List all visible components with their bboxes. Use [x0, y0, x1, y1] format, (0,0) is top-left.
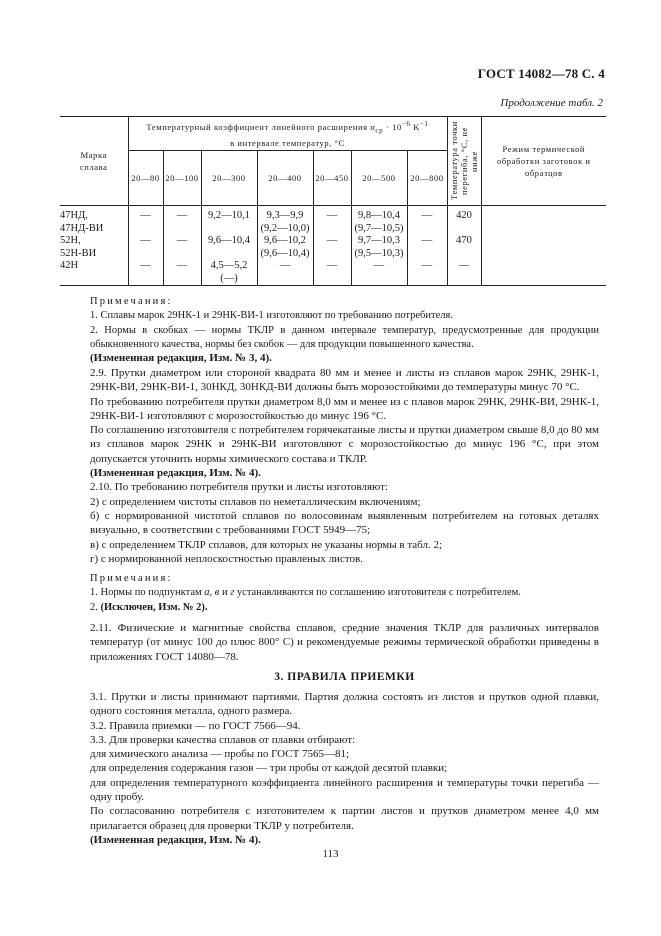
cell-value: —	[313, 235, 351, 260]
section-3-body	[90, 690, 599, 847]
cell-value: 9,7—10,3 (9,5—10,3)	[351, 235, 407, 260]
cell-value: 4,5—5,2 (—)	[201, 260, 257, 286]
table-notes	[90, 295, 599, 352]
col-header-mark: Марка сплава	[60, 117, 128, 206]
clause-2-10-a: 2) с определением чистоты сплавов по неметаллическим включениям;	[90, 495, 421, 508]
col-header-heat-mode: Режим термической обработки заготовок и образцов	[481, 117, 606, 206]
notes-title: Примечания:	[90, 573, 173, 584]
page-header: ГОСТ 14082—78 С. 4	[477, 66, 605, 81]
section-3-title: 3. ПРАВИЛА ПРИЕМКИ	[274, 671, 415, 683]
col-range-2: 20—300	[201, 151, 257, 206]
cell-bend: —	[447, 260, 481, 286]
note-item: 1. Сплавы марок 29НК-1 и 29НК-ВИ-1 изготовляют по требованию потребителя.	[90, 310, 453, 322]
table-row	[60, 260, 606, 286]
cell-value: —	[163, 206, 201, 236]
cell-value: —	[163, 260, 201, 286]
alloy-tklr-table	[60, 116, 606, 286]
cell-value: 9,2—10,1	[201, 206, 257, 236]
cell-value: —	[407, 206, 447, 236]
cell-value: —	[163, 235, 201, 260]
clause-2-11: 2.11. Физические и магнитные свойства сплавов, средние значения ТКЛР для различных интервалов температур (от минус 100 до плюс 800° С) и рекомендуемые режимы термической обработки приведены в приложениях ГОСТ 14080—78.	[90, 622, 599, 663]
revision-note: (Измененная редакция, Изм. № 4).	[90, 833, 261, 846]
revision-note: (Измененная редакция, Изм. № 3, 4).	[90, 352, 272, 364]
clause-3-3-b: для определения содержания газов — три пробы от каждой десятой плавки;	[90, 762, 448, 775]
clause-3-1: 3.1. Прутки и листы принимают партиями. Партия должна состоять из листов и прутков одной плавки, одного состояния металла, одного размера.	[90, 691, 599, 718]
col-range-5: 20—500	[351, 151, 407, 206]
clause-2-9-b: По требованию потребителя прутки диаметром 8,0 мм и менее из с плавов марок 29НК, 29НК-ВИ, 29НК-1, 29НК-ВИ-1 изготовляют с морозостойкостью до минус 196 °С.	[90, 395, 599, 422]
clause-2-10-c: в) с определением ТКЛР сплавов, для которых не указаны нормы в табл. 2;	[90, 538, 443, 551]
col-header-bend-temp: Температура точки перегиба, °С, не ниже	[447, 117, 481, 206]
table-continuation-label: Продолжение табл. 2	[500, 97, 603, 109]
table-row	[60, 206, 606, 236]
note-item: 2. Нормы в скобках — нормы ТКЛР в данном интервале температур, предусмотренные для продукции обыкновенного качества, нормы без скобок — для продукции повышенного качества.	[90, 324, 599, 350]
table-row	[60, 235, 606, 260]
note-item: 1. Нормы по подпунктам а, в и г устанавливаются по соглашению изготовителя с потребителем.	[90, 587, 521, 599]
clause-2-9	[90, 366, 599, 566]
cell-mark: 47НД, 47НД-ВИ	[60, 206, 128, 236]
table-2-continuation	[60, 116, 606, 286]
cell-value: —	[128, 206, 163, 236]
revision-note: (Измененная редакция, Изм. № 4).	[90, 467, 261, 480]
cell-value: —	[128, 260, 163, 286]
cell-mode	[481, 260, 606, 286]
clause-3-3-c: для определения температурного коэффициента линейного расширения и температуры точки перегиба — одну пробу.	[90, 776, 599, 804]
clause-notes	[90, 572, 599, 615]
clause-2-9-text: 2.9. Прутки диаметром или стороной квадрата 80 мм и менее и листы из сплавов марок 29НК, 29НК-1, 29НК-ВИ, 29НК-ВИ-1, 30НКД, 30НКД-ВИ должны быть морозостойкими до температуры минус 70 °С.	[90, 367, 599, 394]
col-range-4: 20—450	[313, 151, 351, 206]
col-header-tklr-group: Температурный коэффициент линейного расширения $\alpha_{ср} \cdot 10^{-6}$ $K^{-1}$ в интервале температур, °С	[128, 117, 447, 151]
cell-value: —	[351, 260, 407, 286]
cell-mark: 52Н, 52Н-ВИ	[60, 235, 128, 260]
clause-3-3: 3.3. Для проверки качества сплавов от плавки отбирают:	[90, 733, 356, 746]
clause-2-10: 2.10. По требованию потребителя прутки и листы изготовляют:	[90, 481, 388, 494]
clause-2-10-b: б) с нормированной чистотой сплавов по волосовинам выявленным потребителем на готовых деталях визуально, в соответствии с требованиями ГОСТ 5949—75;	[90, 509, 599, 537]
cell-value: —	[128, 235, 163, 260]
col-range-0: 20—80	[128, 151, 163, 206]
cell-value: —	[313, 260, 351, 286]
cell-bend: 470	[447, 235, 481, 260]
col-range-3: 20—400	[257, 151, 313, 206]
col-range-1: 20—100	[163, 151, 201, 206]
note-item: 2. (Исключен, Изм. № 2).	[90, 601, 208, 613]
cell-value: —	[407, 235, 447, 260]
clause-3-3-a: для химического анализа — пробы по ГОСТ 7565—81;	[90, 748, 350, 761]
page-number: 113	[322, 848, 339, 860]
cell-mode	[481, 206, 606, 236]
cell-mode	[481, 235, 606, 260]
cell-mark: 42Н	[60, 260, 128, 286]
clause-2-10-d: г) с нормированной неплоскостностью правленых листов.	[90, 552, 363, 565]
clause-3-2: 3.2. Правила приемки — по ГОСТ 7566—94.	[90, 719, 301, 732]
cell-value: —	[257, 260, 313, 286]
cell-value: —	[407, 260, 447, 286]
cell-value: 9,6—10,4	[201, 235, 257, 260]
cell-value: 9,6—10,2 (9,6—10,4)	[257, 235, 313, 260]
cell-value: 9,3—9,9 (9,2—10,0)	[257, 206, 313, 236]
cell-value: 9,8—10,4 (9,7—10,5)	[351, 206, 407, 236]
clause-3-3-d: По согласованию потребителя с изготовителем к партии листов и прутков диаметром менее 4,0 мм прилагается образец для проверки ТКЛР у потребителя.	[90, 805, 599, 832]
cell-bend: 420	[447, 206, 481, 236]
notes-title: Примечания:	[90, 296, 173, 307]
col-range-6: 20—800	[407, 151, 447, 206]
cell-value: —	[313, 206, 351, 236]
clause-2-9-c: По соглашению изготовителя с потребителем горячекатаные листы и прутки диаметром свыше 8,0 до 80 мм из сплавов марок 29НК и 29НК-ВИ изготовляют с морозостойкостью до минус 196 °С, при этом допускается уточнить нормы химического состава и ТКЛР.	[90, 424, 599, 465]
